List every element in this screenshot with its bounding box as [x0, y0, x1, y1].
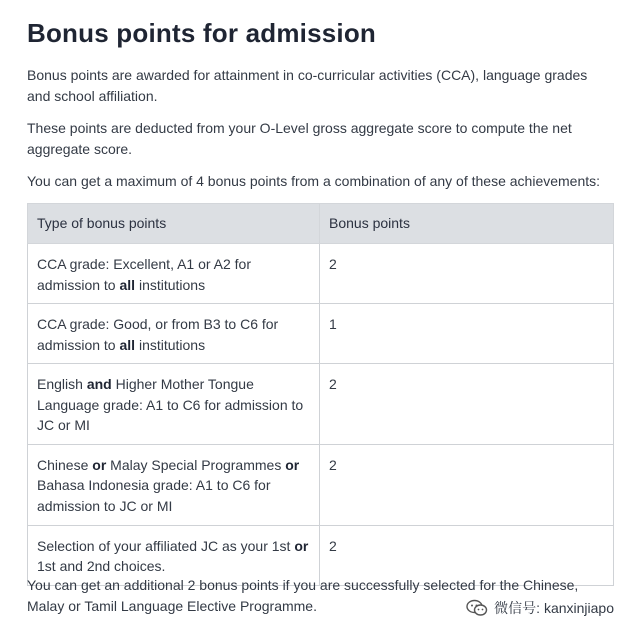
- points-cell: 2: [320, 364, 614, 445]
- points-cell: 1: [320, 304, 614, 364]
- points-cell: 2: [320, 525, 614, 585]
- footer-paragraph: You can get an additional 2 bonus points if you are successfully selected for the Chinese, Malay or Tamil Language Elective Programme.: [27, 577, 579, 614]
- emphasis-text: all: [119, 276, 136, 293]
- header-points: Bonus points: [320, 204, 614, 244]
- page-title: Bonus points for admission: [27, 18, 376, 48]
- type-cell: [28, 304, 320, 364]
- emphasis-text: or: [294, 537, 309, 554]
- cell-text: CCA grade: Excellent, A1 or A2 for admission to: [37, 256, 252, 293]
- table-row: [28, 304, 614, 364]
- emphasis-text: and: [86, 376, 112, 392]
- cell-text: institutions: [135, 336, 206, 353]
- cell-text: Chinese: [37, 456, 93, 473]
- intro-paragraph-2: These points are deducted from your O-Level gross aggregate score to compute the net aggregate score.: [27, 120, 572, 157]
- intro-paragraph-3: You can get a maximum of 4 bonus points from a combination of any of these achievements:: [27, 173, 601, 189]
- cell-text: Malay Special Programmes: [106, 456, 286, 473]
- type-cell: [28, 244, 320, 304]
- table-row: [28, 364, 614, 445]
- watermark-text: 微信号: kanxinjiapo: [494, 600, 614, 616]
- cell-text: Bahasa Indonesia grade: A1 to C6 for admission to JC or MI: [37, 477, 271, 514]
- cell-text: Selection of your affiliated JC as your 1st: [37, 537, 295, 554]
- header-type: Type of bonus points: [28, 204, 320, 244]
- cell-text: English: [37, 376, 87, 392]
- table-row: [28, 244, 614, 304]
- points-cell: 2: [320, 444, 614, 525]
- watermark: [464, 598, 616, 618]
- emphasis-text: all: [119, 336, 136, 353]
- wechat-icon: [466, 599, 488, 617]
- points-cell: 2: [320, 244, 614, 304]
- cell-text: 1st and 2nd choices.: [37, 558, 166, 574]
- emphasis-text: or: [92, 456, 107, 473]
- cell-text: CCA grade: Good, or from B3 to C6 for admission to: [37, 316, 279, 353]
- cell-text: institutions: [135, 276, 206, 293]
- table-header-row: [28, 204, 614, 244]
- bonus-points-table: [27, 203, 614, 586]
- type-cell: [28, 444, 320, 525]
- table-row: [28, 444, 614, 525]
- emphasis-text: or: [285, 456, 300, 473]
- intro-paragraph-1: Bonus points are awarded for attainment in co-curricular activities (CCA), language grades and school affiliation.: [27, 67, 588, 104]
- cell-text: Higher Mother Tongue Language grade: A1 to C6 for admission to JC or MI: [37, 376, 304, 433]
- type-cell: [28, 364, 320, 445]
